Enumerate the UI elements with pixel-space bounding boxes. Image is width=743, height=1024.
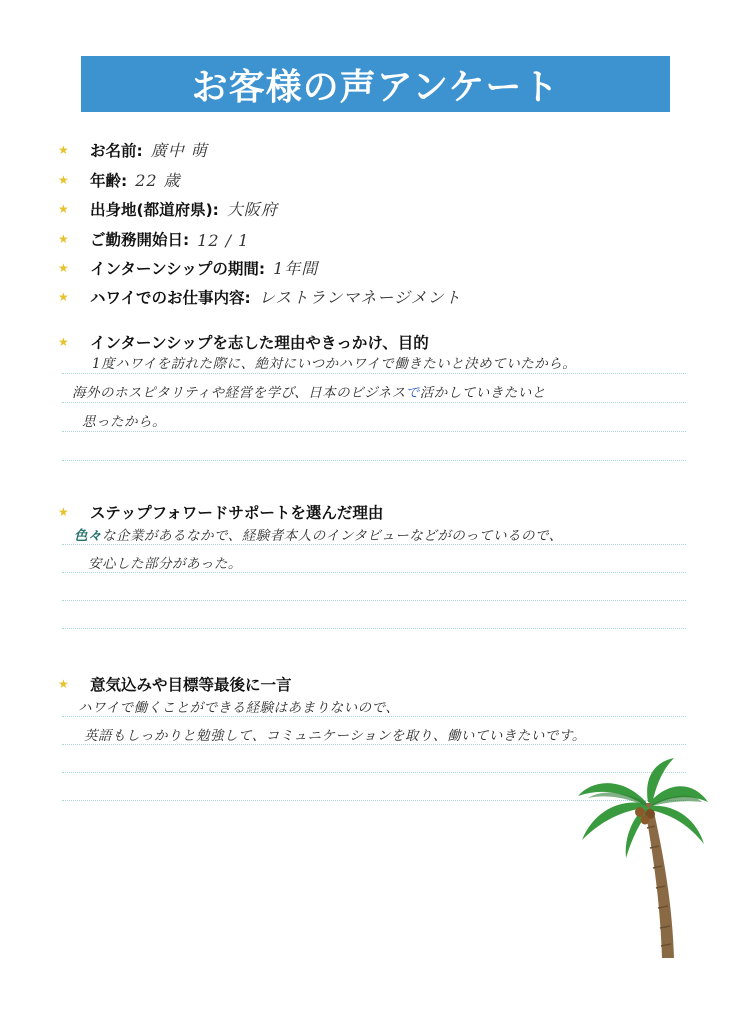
section-heading: [58, 500, 698, 524]
palm-tree-icon: [574, 758, 710, 964]
answer-text: [72, 381, 546, 401]
section-reason: [58, 330, 698, 430]
answer-text: 安心した部分があった。: [88, 556, 242, 572]
star-icon: ★: [58, 231, 69, 246]
field-value: 1年間: [273, 258, 319, 278]
title-banner: [81, 56, 670, 112]
field-name: [58, 132, 698, 161]
field-label: ハワイでのお仕事内容:: [90, 289, 251, 308]
section-label: 意気込みや目標等最後に一言: [90, 676, 292, 694]
field-label: ご勤務開始日:: [90, 230, 190, 249]
section-support: [58, 500, 698, 572]
answer-text: 英語もしっかりと勉強して、コミュニケーションを取り、働いていきたいです。: [84, 728, 586, 744]
star-icon: ★: [58, 260, 69, 275]
answer-text-part: な企業があるなかで、経験者本人のインタビューなどがのっているので、: [102, 528, 563, 544]
palm-trunk: [644, 803, 674, 958]
section-label: インターンシップを志した理由やきっかけ、目的: [90, 334, 429, 352]
field-period: [58, 250, 698, 279]
field-label: インターンシップの期間:: [90, 259, 266, 278]
profile-list: [58, 132, 698, 308]
field-start-date: [58, 220, 698, 249]
field-job: [58, 279, 698, 308]
star-icon: ★: [58, 202, 69, 217]
section-label: ステップフォワードサポートを選んだ理由: [90, 504, 384, 522]
answer-lines: [62, 354, 686, 474]
field-value: 12 / 1: [197, 230, 250, 250]
section-heading: [58, 330, 698, 354]
answer-text: 1度ハワイを訪れた際に、絶対にいつかハワイで働きたいと決めていたから。: [92, 356, 577, 372]
answer-text-part: で: [405, 385, 420, 401]
star-icon: ★: [58, 677, 69, 691]
field-value: レストランマネージメント: [258, 288, 462, 308]
star-icon: ★: [58, 290, 69, 305]
section-goal: [58, 672, 698, 744]
section-heading: [58, 672, 698, 696]
star-icon: ★: [58, 505, 69, 519]
answer-text: ハワイで働くことができる経験はあまりないので、: [78, 700, 400, 716]
field-hometown: [58, 191, 698, 220]
star-icon: ★: [58, 335, 69, 349]
answer-lines: [62, 524, 686, 634]
field-value: 22 歳: [135, 170, 181, 190]
field-label: 出身地(都道府県):: [90, 201, 219, 220]
star-icon: ★: [58, 143, 69, 158]
answer-text-part: 活かしていきたいと: [419, 385, 546, 401]
answer-text: [74, 524, 563, 544]
answer-text: 思ったから。: [82, 414, 166, 430]
star-icon: ★: [58, 172, 69, 187]
field-label: 年齢:: [90, 171, 128, 190]
page-title: お客様の声アンケート: [191, 66, 560, 108]
answer-text-part: 海外のホスピタリティや経営を学び、日本のビジネス: [72, 385, 406, 401]
field-age: [58, 161, 698, 190]
field-value: 廣中 萌: [150, 141, 208, 161]
field-value: 大阪府: [226, 200, 278, 220]
field-label: お名前:: [90, 142, 143, 161]
answer-text-part: 色々: [74, 528, 102, 544]
